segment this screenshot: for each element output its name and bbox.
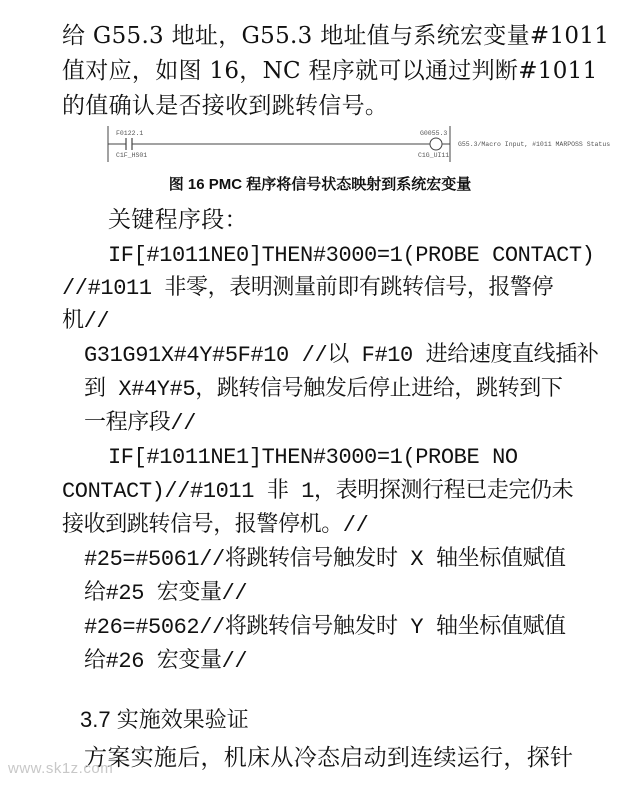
coil-symbol-name: C1G_UI11 [418,152,450,159]
paragraph-line-2: 值对应，如图 16，NC 程序就可以通过判断#1011 [62,58,598,84]
program-line: IF[#1011NE1]THEN#3000=1(PROBE NO [108,445,518,470]
coil-comment: G55.3/Macro Input, #1011 MARPOSS Status [458,141,611,148]
site-watermark: www.sk1z.com [8,760,114,777]
program-line: 到 X#4Y#5，跳转信号触发后停止进给，跳转到下 [84,377,563,402]
contact-symbol: C1F_HS01 [116,152,148,159]
program-line: #26=#5062//将跳转信号触发时 Y 轴坐标值赋值 [84,615,566,640]
program-line: //#1011 非零，表明测量前即有跳转信号，报警停 [62,276,554,301]
program-line: G31G91X#4Y#5F#10 //以 F#10 进给速度直线插补 [84,343,599,368]
coil-address: G0055.3 [420,130,448,137]
program-line: 给#25 宏变量// [84,581,248,606]
coil-symbol [430,138,442,150]
program-line: 给#26 宏变量// [84,649,248,674]
program-line: CONTACT)//#1011 非 1，表明探测行程已走完仍未 [62,479,574,504]
section-heading: 3.7 实施效果验证 [80,707,249,732]
program-line: 接收到跳转信号，报警停机。// [62,513,369,538]
paragraph-line-3: 的值确认是否接收到跳转信号。 [62,93,389,119]
program-label: 关键程序段： [108,207,248,233]
figure-caption: 图 16 PMC 程序将信号状态映射到系统宏变量 [168,176,472,193]
paragraph-line-1: 给 G55.3 地址，G55.3 地址值与系统宏变量#1011 [62,23,610,49]
program-line: 机// [62,309,110,334]
program-line: 一程序段// [84,411,197,436]
program-line: IF[#1011NE0]THEN#3000=1(PROBE CONTACT) [108,243,595,268]
contact-address: F0122.1 [116,130,144,137]
paragraph-line: 方案实施后，机床从冷态启动到连续运行，探针 [84,745,574,771]
program-line: #25=#5061//将跳转信号触发时 X 轴坐标值赋值 [84,547,566,572]
ladder-diagram [100,124,640,164]
